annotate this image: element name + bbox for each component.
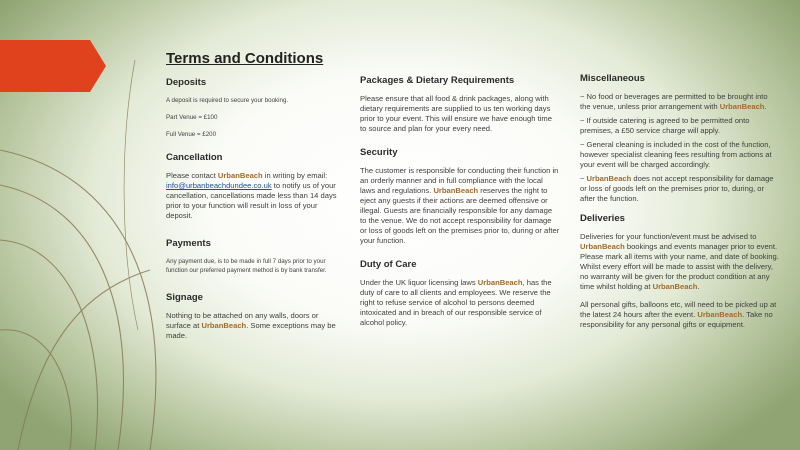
misc-item-4-a: ~ <box>580 174 587 183</box>
deliveries-section <box>580 214 780 330</box>
deposits-part-venue: Part Venue = £100 <box>166 114 218 121</box>
cancellation-text-a: Please contact <box>166 171 218 180</box>
miscellaneous-section <box>580 74 780 204</box>
payments-text: Any payment due, is to be made in full 7 days prior to your function our preferred payment method is by bank transfer. <box>166 258 327 274</box>
red-arrow-banner <box>0 40 106 92</box>
misc-item-4-b: does not accept responsibility for damage or loss of goods left on the premises prior to, during, or after the function. <box>580 174 774 203</box>
misc-item-1-a: ~ No food or beverages are permitted to be brought into the venue, unless prior arrangement with <box>580 92 768 111</box>
payments-heading: Payments <box>166 238 211 249</box>
cancellation-text-b: in writing by email: <box>262 171 328 180</box>
column-left <box>166 70 341 345</box>
miscellaneous-heading: Miscellaneous <box>580 73 645 84</box>
misc-item-2: ~ If outside catering is agreed to be permitted onto premises, a £50 service charge will apply. <box>580 116 750 135</box>
security-text <box>360 166 560 246</box>
duty-text-b: , has the duty of care to all clients and employees. We reserve the right to refuse service of alcohol to persons deemed intoxicated and in breach of our responsible service of alcohol policy. <box>360 278 552 327</box>
deliveries-2-a: All personal gifts, balloons etc, will need to be picked up at the latest 24 hours after the event. <box>580 300 777 319</box>
column-middle <box>360 70 560 332</box>
payments-section <box>166 239 341 275</box>
cancellation-section <box>166 153 341 221</box>
packages-heading: Packages & Dietary Requirements <box>360 75 515 86</box>
page-title: Terms and Conditions <box>166 50 324 67</box>
misc-item-4 <box>580 174 780 204</box>
brand-name: UrbanBeach <box>477 278 523 287</box>
cancellation-text-c: to notify us of your cancellation, cancellations made less than 14 days prior to your function will result in loss of your deposit. <box>166 181 337 220</box>
deposits-heading: Deposits <box>166 77 207 88</box>
duty-of-care-section <box>360 260 560 328</box>
brand-name: UrbanBeach <box>652 282 698 291</box>
cancellation-heading: Cancellation <box>166 152 223 163</box>
security-text-a: The customer is responsible for conducting their function in an orderly manner and in full compliance with the local laws and regulations. <box>360 166 559 195</box>
packages-section <box>360 76 560 134</box>
deliveries-2-b: . Take no responsibility for any personal gifts or equipment. <box>580 310 773 329</box>
deposits-section <box>166 78 341 139</box>
deliveries-text-2 <box>580 300 780 330</box>
cancellation-text <box>166 171 341 221</box>
duty-of-care-text <box>360 278 560 328</box>
deliveries-1-a: Deliveries for your function/event must be advised to <box>580 232 757 241</box>
deliveries-1-c: . <box>697 282 700 291</box>
misc-item-3: ~ General cleaning is included in the cost of the function, however specialist cleaning fees resulting from actions at your event will be charged accordingly. <box>580 140 772 169</box>
packages-text: Please ensure that all food & drink packages, along with dietary requirements are supplied to us ten working days prior to your event. This will ensure we have enough time to source and plan for your every need. <box>360 94 552 133</box>
signage-heading: Signage <box>166 292 203 303</box>
security-heading: Security <box>360 147 398 158</box>
deliveries-heading: Deliveries <box>580 213 625 224</box>
brand-name: UrbanBeach <box>580 242 625 251</box>
signage-section <box>166 293 341 341</box>
deliveries-text-1 <box>580 232 780 292</box>
column-right <box>580 70 780 334</box>
deposits-line1: A deposit is required to secure your booking. <box>166 97 289 104</box>
duty-text-a: Under the UK liquor licensing laws <box>360 278 478 287</box>
signage-text-a: Nothing to be attached on any walls, doors or surface at <box>166 311 319 330</box>
security-section <box>360 148 560 246</box>
brand-name: UrbanBeach <box>201 321 247 330</box>
deliveries-1-b: bookings and events manager prior to event. Please mark all items with your name, and date of booking. Whilst every effort will be made to assist with the delivery, no warranty will be given for the product condition at any time whilst holding at <box>580 242 779 291</box>
deposits-full-venue: Full Venue = £200 <box>166 131 217 138</box>
brand-name: UrbanBeach <box>697 310 743 319</box>
signage-text <box>166 311 341 341</box>
misc-item-1-b: . <box>764 102 767 111</box>
brand-name: UrbanBeach <box>217 171 263 180</box>
misc-item-1 <box>580 92 780 112</box>
security-text-b: reserves the right to eject any guests if their actions are deemed offensive or illegal. Guests are financially responsible for any damage to the venue. We do not accept responsibility for damage or loss of goods left on the premises prior to, during or after your function. <box>360 186 560 245</box>
brand-name: UrbanBeach <box>433 186 479 195</box>
duty-of-care-heading: Duty of Care <box>360 259 417 270</box>
brand-name: UrbanBeach <box>719 102 765 111</box>
email-link[interactable]: info@urbanbeachdundee.co.uk <box>166 181 272 190</box>
signage-text-b: . Some exceptions may be made. <box>166 321 336 340</box>
brand-name: UrbanBeach <box>586 174 632 183</box>
